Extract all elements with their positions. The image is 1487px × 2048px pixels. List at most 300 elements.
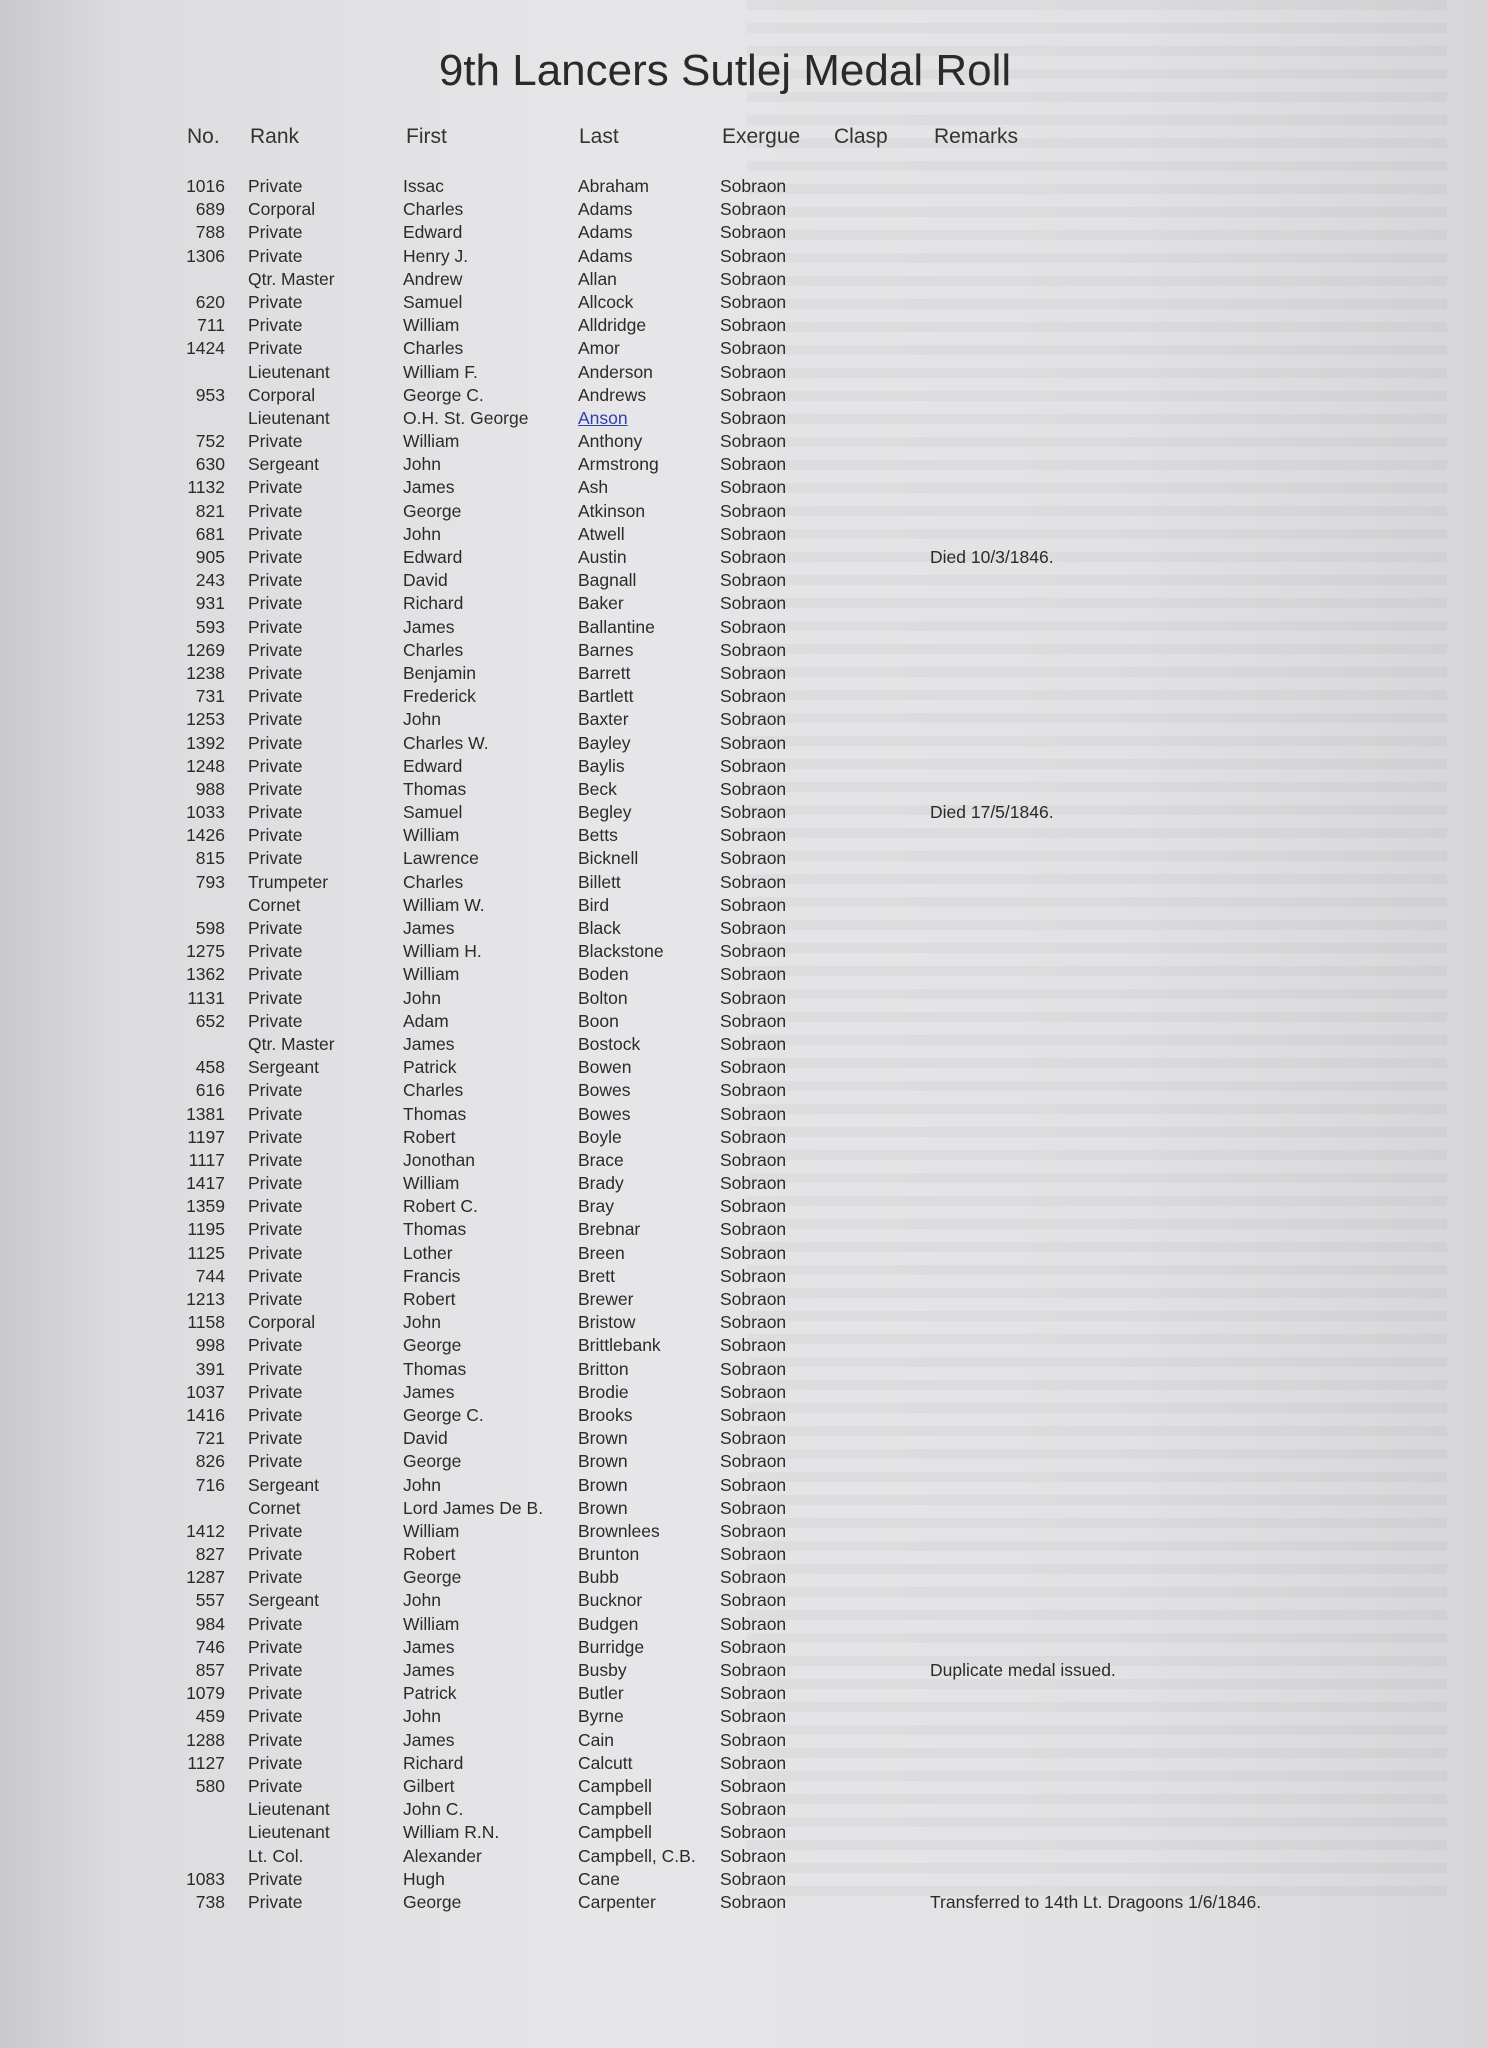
- row-last-name: Brett: [578, 1265, 615, 1286]
- row-number: 746: [195, 1636, 225, 1657]
- row-exergue: Sobraon: [720, 662, 787, 683]
- row-exergue: Sobraon: [720, 1381, 787, 1402]
- row-last-name: Barrett: [578, 662, 631, 683]
- row-number: 988: [195, 778, 225, 799]
- row-first-name: George: [403, 1567, 462, 1588]
- row-number: 1412: [186, 1520, 225, 1541]
- row-number: 391: [195, 1358, 225, 1379]
- row-rank: Corporal: [248, 384, 316, 405]
- row-number: 593: [195, 616, 225, 637]
- row-rank: Private: [248, 1381, 303, 1402]
- row-number: 1306: [186, 245, 225, 266]
- row-rank: Private: [248, 291, 303, 312]
- row-exergue: Sobraon: [720, 1868, 787, 1889]
- row-number: 630: [195, 454, 225, 475]
- row-rank: Private: [248, 755, 303, 776]
- row-exergue: Sobraon: [720, 315, 787, 336]
- row-first-name: James: [403, 1033, 455, 1054]
- row-exergue: Sobraon: [720, 755, 787, 776]
- header-last: Last: [579, 125, 619, 148]
- table-row: [0, 1636, 1487, 1659]
- row-last-name: Cain: [578, 1729, 614, 1750]
- table-row: [0, 755, 1487, 778]
- row-exergue: Sobraon: [720, 848, 787, 869]
- row-number: 598: [195, 918, 225, 938]
- row-first-name: Thomas: [403, 778, 467, 799]
- row-last-name: Butler: [578, 1683, 624, 1704]
- row-last-name: Brown: [578, 1474, 628, 1495]
- row-first-name: George: [403, 1335, 462, 1356]
- row-first-name: Edward: [403, 755, 463, 776]
- row-exergue: Sobraon: [720, 1729, 787, 1750]
- row-number: 1253: [186, 709, 225, 730]
- row-rank: Private: [248, 1683, 303, 1704]
- table-row: [0, 1149, 1487, 1172]
- row-number: 557: [195, 1590, 225, 1611]
- row-last-name: Brown: [578, 1451, 628, 1472]
- row-last-name: Atkinson: [578, 500, 646, 521]
- row-exergue: Sobraon: [720, 1103, 787, 1124]
- row-exergue: Sobraon: [720, 431, 787, 452]
- row-rank: Private: [248, 1196, 303, 1217]
- row-number: 1424: [186, 338, 225, 359]
- table-row: [0, 847, 1487, 870]
- row-number: 620: [195, 291, 225, 312]
- row-exergue: Sobraon: [720, 987, 787, 1008]
- table-row: [0, 1242, 1487, 1265]
- row-first-name: James: [403, 616, 455, 637]
- row-rank: Private: [248, 1103, 303, 1124]
- row-rank: Private: [248, 176, 303, 196]
- row-last-name: Campbell: [578, 1799, 652, 1820]
- row-first-name: Charles: [403, 199, 464, 220]
- row-exergue: Sobraon: [720, 384, 787, 405]
- row-last-name: Cane: [578, 1868, 620, 1889]
- row-remarks: Died 17/5/1846.: [930, 802, 1054, 823]
- row-last-name: Brebnar: [578, 1219, 641, 1240]
- row-first-name: Benjamin: [403, 662, 476, 683]
- row-exergue: Sobraon: [720, 639, 787, 660]
- row-last-name-link[interactable]: Anson: [578, 407, 628, 428]
- table-row: [0, 963, 1487, 986]
- row-first-name: John: [403, 1474, 441, 1495]
- page-title: 9th Lancers Sutlej Medal Roll: [438, 46, 1012, 95]
- row-exergue: Sobraon: [720, 1845, 787, 1866]
- row-rank: Private: [248, 1613, 303, 1634]
- row-exergue: Sobraon: [720, 268, 787, 289]
- row-last-name: Abraham: [578, 176, 650, 196]
- row-last-name: Brittlebank: [578, 1335, 661, 1356]
- row-first-name: William H.: [403, 941, 482, 962]
- row-exergue: Sobraon: [720, 1196, 787, 1217]
- row-exergue: Sobraon: [720, 1544, 787, 1565]
- table-row: [0, 1311, 1487, 1334]
- row-last-name: Brodie: [578, 1381, 629, 1402]
- row-rank: Private: [248, 941, 303, 962]
- row-exergue: Sobraon: [720, 407, 787, 428]
- row-exergue: Sobraon: [720, 1497, 787, 1518]
- row-rank: Private: [248, 1567, 303, 1588]
- row-exergue: Sobraon: [720, 1173, 787, 1194]
- row-number: 998: [195, 1335, 225, 1356]
- row-exergue: Sobraon: [720, 802, 787, 823]
- row-first-name: John: [403, 454, 441, 475]
- row-rank: Private: [248, 315, 303, 336]
- row-rank: Private: [248, 477, 303, 498]
- row-first-name: Edward: [403, 222, 463, 243]
- row-last-name: Anthony: [578, 431, 643, 452]
- row-number: 1426: [186, 825, 225, 846]
- row-first-name: Charles: [403, 639, 464, 660]
- table-row: [0, 1752, 1487, 1775]
- row-first-name: George C.: [403, 384, 484, 405]
- table-row: [0, 940, 1487, 963]
- row-rank: Corporal: [248, 199, 316, 220]
- table-row: [0, 523, 1487, 546]
- row-rank: Private: [248, 1451, 303, 1472]
- row-first-name: James: [403, 477, 455, 498]
- row-first-name: William: [403, 431, 460, 452]
- table-row: [0, 245, 1487, 268]
- row-rank: Qtr. Master: [248, 268, 335, 289]
- row-number: 243: [195, 570, 225, 591]
- row-first-name: Charles: [403, 338, 464, 359]
- row-last-name: Brady: [578, 1173, 624, 1194]
- row-first-name: Edward: [403, 547, 463, 567]
- row-last-name: Bird: [578, 894, 610, 915]
- row-first-name: O.H. St. George: [403, 407, 529, 428]
- row-first-name: Jonothan: [403, 1149, 476, 1170]
- row-first-name: Charles: [403, 1080, 464, 1101]
- row-number: 689: [195, 199, 225, 220]
- table-row: [0, 361, 1487, 384]
- row-rank: Private: [248, 570, 303, 591]
- row-last-name: Baylis: [578, 755, 625, 776]
- row-first-name: Richard: [403, 593, 464, 614]
- row-first-name: Robert: [403, 1544, 456, 1565]
- row-rank: Lieutenant: [248, 407, 330, 428]
- row-rank: Private: [248, 593, 303, 614]
- row-rank: Private: [248, 1265, 303, 1286]
- table-row: [0, 453, 1487, 476]
- row-last-name: Breen: [578, 1242, 625, 1263]
- row-last-name: Bolton: [578, 987, 628, 1008]
- table-row: [0, 894, 1487, 917]
- row-exergue: Sobraon: [720, 523, 787, 544]
- row-exergue: Sobraon: [720, 245, 787, 266]
- row-number: 827: [195, 1544, 225, 1565]
- row-first-name: Charles W.: [403, 732, 489, 753]
- row-rank: Lt. Col.: [248, 1845, 304, 1866]
- row-rank: Lieutenant: [248, 361, 330, 382]
- row-number: 931: [195, 593, 225, 614]
- row-number: 616: [195, 1080, 225, 1101]
- row-rank: Lieutenant: [248, 1799, 330, 1820]
- row-rank: Private: [248, 1080, 303, 1101]
- row-rank: Private: [248, 1729, 303, 1750]
- table-row: [0, 1218, 1487, 1241]
- row-number: 459: [195, 1706, 225, 1727]
- row-number: 826: [195, 1451, 225, 1472]
- row-rank: Private: [248, 1752, 303, 1773]
- row-first-name: David: [403, 1428, 448, 1449]
- row-last-name: Brown: [578, 1497, 628, 1518]
- row-rank: Private: [248, 1775, 303, 1796]
- row-first-name: John: [403, 1590, 441, 1611]
- row-exergue: Sobraon: [720, 1149, 787, 1170]
- row-rank: Private: [248, 1126, 303, 1147]
- row-exergue: Sobraon: [720, 1057, 787, 1078]
- row-number: 1416: [186, 1404, 225, 1425]
- table-row: [0, 871, 1487, 894]
- row-rank: Private: [248, 338, 303, 359]
- table-row: [0, 1543, 1487, 1566]
- row-rank: Private: [248, 732, 303, 753]
- row-number: 1417: [186, 1173, 225, 1194]
- row-exergue: Sobraon: [720, 941, 787, 962]
- row-exergue: Sobraon: [720, 778, 787, 799]
- table-row: [0, 1821, 1487, 1844]
- row-exergue: Sobraon: [720, 1775, 787, 1796]
- row-exergue: Sobraon: [720, 1636, 787, 1657]
- table-row: [0, 708, 1487, 731]
- row-exergue: Sobraon: [720, 709, 787, 730]
- row-first-name: William: [403, 1173, 460, 1194]
- row-first-name: John: [403, 1706, 441, 1727]
- table-row: [0, 1891, 1487, 1914]
- row-exergue: Sobraon: [720, 176, 787, 196]
- row-rank: Private: [248, 1219, 303, 1240]
- row-rank: Private: [248, 964, 303, 985]
- row-number: 1362: [186, 964, 225, 985]
- row-rank: Sergeant: [248, 454, 320, 475]
- row-exergue: Sobraon: [720, 1242, 787, 1263]
- row-last-name: Burridge: [578, 1636, 645, 1657]
- row-exergue: Sobraon: [720, 1358, 787, 1379]
- row-rank: Private: [248, 547, 303, 567]
- row-first-name: George: [403, 1451, 462, 1472]
- table-row: [0, 639, 1487, 662]
- row-last-name: Bowes: [578, 1080, 631, 1101]
- row-rank: Private: [248, 1544, 303, 1565]
- row-first-name: Samuel: [403, 802, 463, 823]
- row-last-name: Allan: [578, 268, 617, 289]
- row-rank: Private: [248, 778, 303, 799]
- row-last-name: Anderson: [578, 361, 653, 382]
- row-number: 1288: [186, 1729, 225, 1750]
- table-row: [0, 1613, 1487, 1636]
- row-first-name: David: [403, 570, 448, 591]
- row-first-name: James: [403, 918, 455, 938]
- row-number: 793: [195, 871, 225, 892]
- table-row: [0, 500, 1487, 523]
- row-exergue: Sobraon: [720, 1126, 787, 1147]
- row-last-name: Bagnall: [578, 570, 637, 591]
- row-number: 652: [195, 1010, 225, 1031]
- row-last-name: Bartlett: [578, 686, 634, 707]
- row-last-name: Britton: [578, 1358, 629, 1379]
- row-rank: Private: [248, 1010, 303, 1031]
- table-row: [0, 1010, 1487, 1033]
- row-first-name: Lother: [403, 1242, 453, 1263]
- row-first-name: Lord James De B.: [403, 1497, 544, 1518]
- row-number: 1275: [186, 941, 225, 962]
- table-row: [0, 291, 1487, 314]
- row-exergue: Sobraon: [720, 1799, 787, 1820]
- table-row: [0, 592, 1487, 615]
- row-last-name: Calcutt: [578, 1752, 633, 1773]
- row-rank: Private: [248, 1404, 303, 1425]
- row-first-name: Alexander: [403, 1845, 482, 1866]
- row-number: 1213: [186, 1289, 225, 1309]
- row-last-name: Baxter: [578, 709, 629, 730]
- row-rank: Private: [248, 1868, 303, 1889]
- row-exergue: Sobraon: [720, 593, 787, 614]
- row-first-name: Robert: [403, 1289, 456, 1309]
- table-row: [0, 1845, 1487, 1868]
- table-row: [0, 732, 1487, 755]
- row-first-name: George: [403, 1891, 462, 1912]
- row-first-name: John: [403, 523, 441, 544]
- row-first-name: William: [403, 1520, 460, 1541]
- row-last-name: Beck: [578, 778, 617, 799]
- table-row: [0, 1450, 1487, 1473]
- row-number: 1197: [187, 1126, 225, 1147]
- table-row: [0, 1126, 1487, 1149]
- row-last-name: Baker: [578, 593, 624, 614]
- row-rank: Cornet: [248, 894, 301, 915]
- row-number: 1195: [187, 1219, 225, 1240]
- table-row: [0, 221, 1487, 244]
- row-first-name: John: [403, 709, 441, 730]
- row-first-name: Andrew: [403, 268, 463, 289]
- table-row: [0, 1474, 1487, 1497]
- row-remarks: Transferred to 14th Lt. Dragoons 1/6/1846.: [930, 1891, 1262, 1912]
- row-rank: Private: [248, 1660, 303, 1680]
- row-rank: Trumpeter: [248, 871, 329, 892]
- row-number: 744: [195, 1265, 225, 1286]
- row-first-name: George C.: [403, 1404, 484, 1425]
- table-row: [0, 616, 1487, 639]
- table-row: [0, 1381, 1487, 1404]
- row-last-name: Bucknor: [578, 1590, 643, 1611]
- row-exergue: Sobraon: [720, 1289, 787, 1309]
- row-rank: Private: [248, 709, 303, 730]
- row-rank: Sergeant: [248, 1057, 320, 1078]
- row-last-name: Brunton: [578, 1544, 640, 1565]
- row-exergue: Sobraon: [720, 1451, 787, 1472]
- row-first-name: James: [403, 1729, 455, 1750]
- row-first-name: Gilbert: [403, 1775, 455, 1796]
- row-rank: Private: [248, 987, 303, 1008]
- row-exergue: Sobraon: [720, 1010, 787, 1031]
- row-number: 788: [195, 222, 225, 243]
- row-rank: Qtr. Master: [248, 1033, 335, 1054]
- table-row: [0, 1056, 1487, 1079]
- row-last-name: Black: [578, 918, 621, 938]
- row-last-name: Byrne: [578, 1706, 624, 1727]
- row-exergue: Sobraon: [720, 1474, 787, 1495]
- table-row: [0, 1404, 1487, 1427]
- row-exergue: Sobraon: [720, 222, 787, 243]
- row-exergue: Sobraon: [720, 1590, 787, 1611]
- row-number: 1248: [186, 755, 225, 776]
- table-row: [0, 430, 1487, 453]
- table-row: [0, 175, 1487, 198]
- row-exergue: Sobraon: [720, 361, 787, 382]
- row-last-name: Armstrong: [578, 454, 659, 475]
- row-last-name: Adams: [578, 222, 633, 243]
- row-exergue: Sobraon: [720, 1080, 787, 1101]
- row-number: 731: [195, 686, 225, 707]
- table-row: [0, 987, 1487, 1010]
- row-rank: Sergeant: [248, 1590, 320, 1611]
- table-row: [0, 1705, 1487, 1728]
- row-last-name: Bayley: [578, 732, 631, 753]
- row-last-name: Brown: [578, 1428, 628, 1449]
- row-rank: Private: [248, 1289, 303, 1309]
- row-exergue: Sobraon: [720, 338, 787, 359]
- table-row: [0, 1775, 1487, 1798]
- row-exergue: Sobraon: [720, 199, 787, 220]
- table-row: [0, 1682, 1487, 1705]
- row-last-name: Amor: [578, 338, 620, 359]
- row-exergue: Sobraon: [720, 1752, 787, 1773]
- row-last-name: Austin: [578, 547, 627, 567]
- row-rank: Private: [248, 662, 303, 683]
- row-last-name: Brownlees: [578, 1520, 660, 1541]
- row-rank: Sergeant: [248, 1474, 320, 1495]
- row-remarks: Duplicate medal issued.: [930, 1660, 1116, 1680]
- row-first-name: Thomas: [403, 1103, 467, 1124]
- row-rank: Private: [248, 639, 303, 660]
- row-last-name: Budgen: [578, 1613, 639, 1634]
- row-number: 1132: [187, 477, 225, 498]
- table-row: [0, 198, 1487, 221]
- row-exergue: Sobraon: [720, 1683, 787, 1704]
- row-number: 1392: [186, 732, 225, 753]
- table-row: [0, 1103, 1487, 1126]
- header-first: First: [406, 125, 447, 148]
- row-exergue: Sobraon: [720, 616, 787, 637]
- row-last-name: Ballantine: [578, 616, 655, 637]
- table-row: [0, 1497, 1487, 1520]
- row-number: 458: [195, 1057, 225, 1078]
- row-rank: Private: [248, 1891, 303, 1912]
- table-row: [0, 1172, 1487, 1195]
- row-exergue: Sobraon: [720, 825, 787, 846]
- table-row: [0, 801, 1487, 824]
- row-number: 721: [195, 1428, 225, 1449]
- row-last-name: Begley: [578, 802, 632, 823]
- table-row: [0, 1358, 1487, 1381]
- row-exergue: Sobraon: [720, 871, 787, 892]
- table-row: [0, 1566, 1487, 1589]
- row-exergue: Sobraon: [720, 1219, 787, 1240]
- row-exergue: Sobraon: [720, 500, 787, 521]
- table-row: [0, 1659, 1487, 1682]
- header-clasp: Clasp: [834, 125, 888, 148]
- row-last-name: Carpenter: [578, 1891, 656, 1912]
- table-row: [0, 685, 1487, 708]
- row-number: 1016: [186, 176, 225, 196]
- row-first-name: Samuel: [403, 291, 463, 312]
- row-number: 1033: [186, 802, 225, 823]
- row-rank: Private: [248, 1520, 303, 1541]
- row-rank: Private: [248, 1636, 303, 1657]
- row-exergue: Sobraon: [720, 1891, 787, 1912]
- row-last-name: Brace: [578, 1149, 624, 1170]
